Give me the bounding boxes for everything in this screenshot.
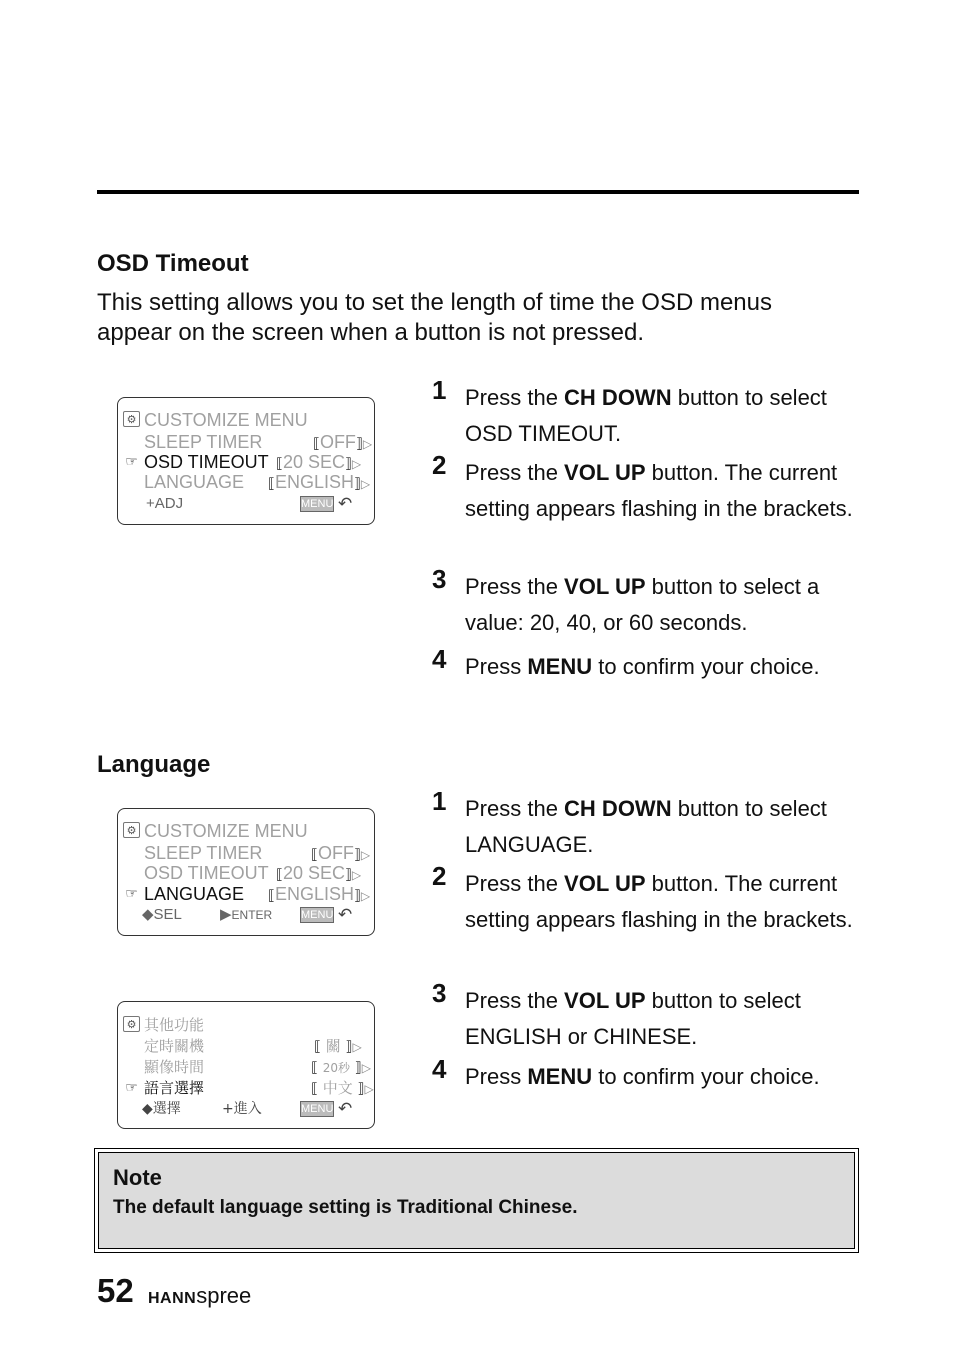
- osd-menu-language-chinese: ⚙ 其他功能 定時關機 ⟦ 關 ⟧▷ 顯像時間 ⟦ 20秒 ⟧▷ ☞ 語言選擇 ⟦ 中文 ⟧▷ ◆選擇 +進入 MENU ↶: [117, 1001, 375, 1129]
- osd-header: CUSTOMIZE MENU: [144, 410, 308, 430]
- osd-menu-key: MENU: [301, 1103, 334, 1115]
- osd-row-label: SLEEP TIMER: [144, 843, 263, 863]
- right-arrow-icon: ▷: [351, 457, 362, 471]
- osd-row-value: 關: [325, 1037, 341, 1055]
- customize-menu-icon: ⚙: [123, 1016, 140, 1032]
- osd-row-value: ENGLISH: [274, 472, 354, 492]
- osd-menu-key: MENU: [301, 498, 334, 510]
- right-arrow-icon: ▷: [360, 477, 371, 491]
- right-arrow-icon: ▷: [360, 889, 371, 903]
- osd-row-value: 20 SEC: [282, 452, 345, 472]
- pointing-hand-icon: ☞: [125, 453, 138, 469]
- page-number: 52: [97, 1272, 134, 1309]
- osd-row-label: LANGUAGE: [144, 472, 245, 492]
- note-box: [94, 1148, 859, 1253]
- osd-footer-enter: 進入: [233, 1101, 262, 1117]
- right-arrow-icon: ▷: [362, 437, 373, 451]
- up-down-arrow-icon: ◆: [142, 906, 154, 923]
- brand-logo: HANNspree: [148, 1283, 252, 1308]
- osd-row-label: SLEEP TIMER: [144, 432, 263, 452]
- osd-footer-enter: ENTER: [231, 908, 273, 922]
- osd-menu-key: MENU: [301, 909, 334, 921]
- up-down-arrow-icon: ◆: [142, 1101, 153, 1117]
- osd-header: 其他功能: [144, 1016, 205, 1034]
- section-title-osd-timeout: OSD Timeout: [97, 250, 249, 277]
- osd-row-value: OFF: [317, 843, 354, 863]
- osd-row-label-selected: LANGUAGE: [144, 884, 245, 904]
- osd-footer-select: 選擇: [152, 1101, 181, 1117]
- right-arrow-icon: ▷: [352, 1040, 362, 1054]
- osd-footer-select: SEL: [153, 906, 182, 923]
- osd-row-label-selected: 語言選擇: [144, 1079, 205, 1097]
- right-arrow-icon: ▷: [360, 848, 371, 862]
- note-title: Note: [113, 1165, 162, 1190]
- right-arrow-icon: ▷: [364, 1082, 374, 1096]
- osd-row-value: 20秒: [322, 1061, 350, 1075]
- note-text: The default language setting is Traditional Chinese.: [113, 1197, 578, 1218]
- osd-row-value: ENGLISH: [274, 884, 354, 904]
- plus-icon: +: [222, 1101, 234, 1117]
- return-icon: ↶: [338, 905, 353, 924]
- osd-menu-language-english: ⚙ CUSTOMIZE MENU SLEEP TIMER ⟦OFF⟧▷ OSD TIMEOUT ⟦20 SEC⟧▷ ☞ LANGUAGE ⟦ENGLISH⟧▷ ◆SEL ▶ENTER MENU ↶: [117, 808, 375, 936]
- osd-row-label: 定時關機: [144, 1037, 205, 1055]
- customize-menu-icon: ⚙: [123, 822, 140, 838]
- section-title-language: Language: [97, 751, 211, 778]
- pointing-hand-icon: ☞: [125, 885, 138, 901]
- osd-footer-adjust: +ADJ: [146, 495, 184, 512]
- right-arrow-icon: ▷: [351, 868, 362, 882]
- customize-menu-icon: ⚙: [123, 411, 140, 427]
- osd-row-value: 20 SEC: [282, 863, 345, 883]
- right-arrow-icon: ▷: [361, 1061, 371, 1075]
- osd-menu-osd-timeout: ⚙ CUSTOMIZE MENU SLEEP TIMER ⟦OFF⟧▷ ☞ OSD TIMEOUT ⟦20 SEC⟧▷ LANGUAGE ⟦ENGLISH⟧▷ +ADJ MENU ↶: [117, 397, 375, 525]
- return-icon: ↶: [338, 494, 353, 513]
- pointing-hand-icon: ☞: [125, 1079, 138, 1095]
- osd-row-label-selected: OSD TIMEOUT: [144, 452, 269, 472]
- osd-row-value: OFF: [319, 432, 356, 452]
- osd-row-label: 顯像時間: [144, 1058, 205, 1076]
- top-rule: [97, 190, 859, 194]
- osd-row-label: OSD TIMEOUT: [144, 863, 269, 883]
- play-arrow-icon: ▶: [220, 906, 232, 923]
- osd-row-value: 中文: [322, 1079, 353, 1097]
- return-icon: ↶: [338, 1099, 353, 1119]
- osd-header: CUSTOMIZE MENU: [144, 821, 308, 841]
- section-intro: This setting allows you to set the length of time the OSD menus appear on the screen when a button is not pressed.: [97, 289, 772, 346]
